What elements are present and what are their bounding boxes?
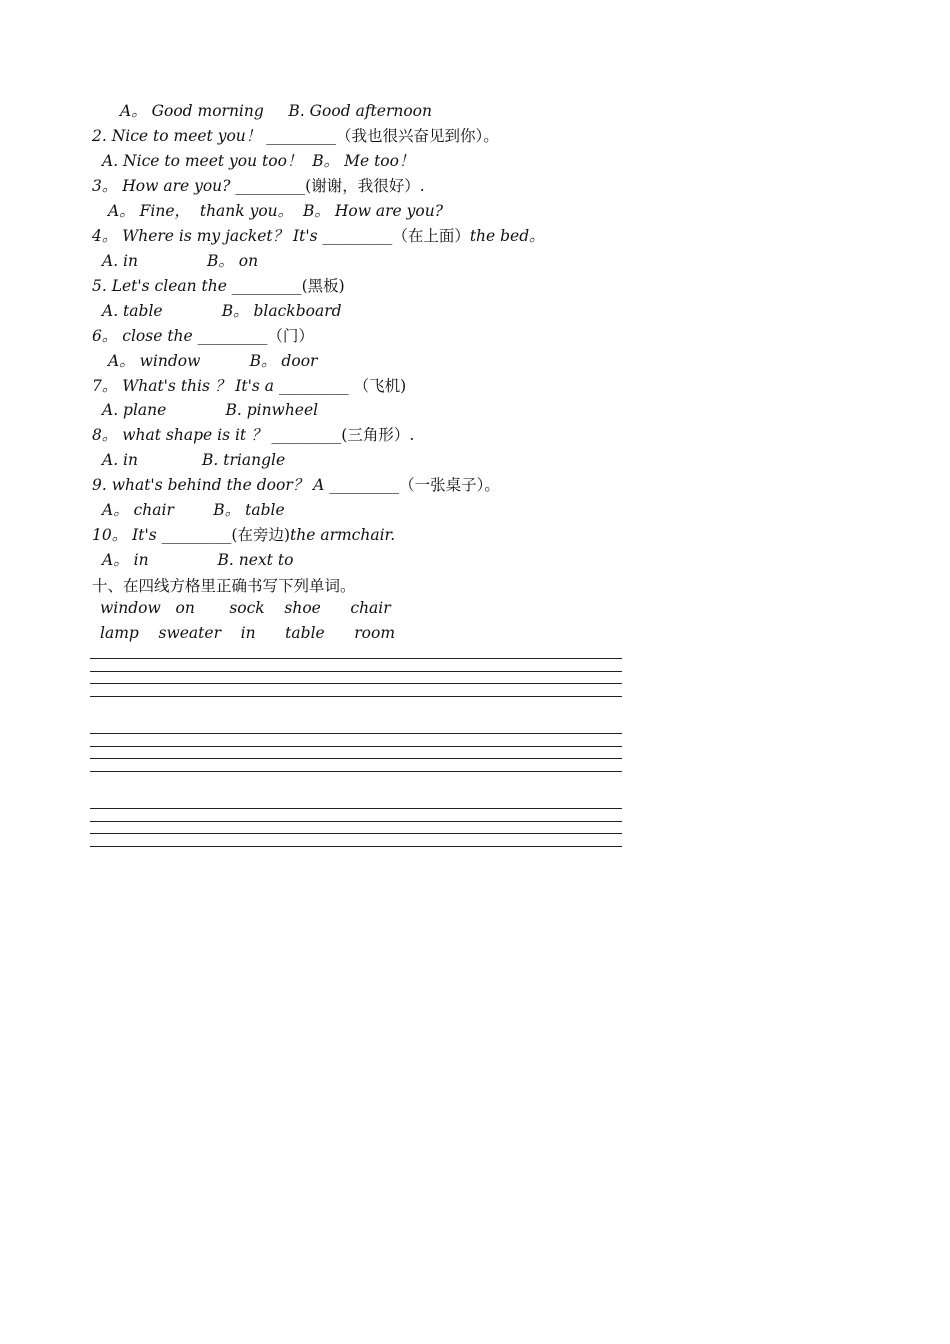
english-text: 5. Let's clean the _________ bbox=[92, 277, 302, 295]
grid-rule-line bbox=[90, 671, 622, 672]
english-text: 8。 what shape is it ？ _________ bbox=[92, 426, 342, 444]
english-text: 6。 close the _________ bbox=[92, 327, 268, 345]
text-line bbox=[92, 226, 545, 246]
chinese-text: (在旁边) bbox=[231, 526, 291, 544]
english-text: lamp sweater in table room bbox=[100, 624, 396, 642]
english-text: A. table B。 blackboard bbox=[102, 302, 342, 320]
text-line bbox=[100, 623, 395, 643]
text-line bbox=[120, 101, 432, 121]
text-line bbox=[108, 351, 317, 371]
english-text: 7。 What's this ？ It's a _________ bbox=[92, 377, 354, 395]
chinese-text: （一张桌子）。 bbox=[399, 476, 500, 494]
text-line bbox=[92, 475, 500, 495]
grid-rule-line bbox=[90, 658, 622, 659]
grid-rule-line bbox=[90, 821, 622, 822]
four-line-writing-grid bbox=[90, 658, 622, 696]
grid-rule-line bbox=[90, 846, 622, 847]
text-line bbox=[108, 201, 443, 221]
text-line bbox=[102, 251, 258, 271]
text-line bbox=[92, 376, 406, 396]
grid-rule-line bbox=[90, 833, 622, 834]
chinese-text: (黑板) bbox=[301, 277, 345, 295]
english-text: A。 chair B。 table bbox=[102, 501, 285, 519]
text-line bbox=[102, 151, 414, 171]
chinese-text: （门） bbox=[267, 327, 314, 345]
english-text: A. in B。 on bbox=[102, 252, 259, 270]
text-line bbox=[92, 176, 425, 196]
chinese-text: (三角形）. bbox=[341, 426, 415, 444]
chinese-text: （在上面） bbox=[392, 227, 470, 245]
text-line bbox=[92, 276, 345, 296]
text-line bbox=[92, 576, 356, 596]
chinese-text: (谢谢，我很好）. bbox=[305, 177, 425, 195]
english-text: 10。 It's _________ bbox=[92, 526, 232, 544]
text-line bbox=[92, 126, 499, 146]
grid-rule-line bbox=[90, 746, 622, 747]
chinese-text: 十、在四线方格里正确书写下列单词。 bbox=[92, 577, 356, 595]
chinese-text: （飞机) bbox=[353, 377, 407, 395]
english-text: 2. Nice to meet you！ _________ bbox=[92, 127, 336, 145]
text-line bbox=[92, 326, 314, 346]
text-line bbox=[92, 525, 395, 545]
english-text: A. Nice to meet you too！ B。 Me too！ bbox=[102, 152, 415, 170]
english-text: the armchair. bbox=[290, 526, 396, 544]
english-text: A。 Good morning B. Good afternoon bbox=[120, 102, 432, 120]
grid-rule-line bbox=[90, 758, 622, 759]
text-line bbox=[102, 500, 285, 520]
english-text: A。 Fine， thank you。 B。 How are you? bbox=[108, 202, 444, 220]
english-text: 3。 How are you? _________ bbox=[92, 177, 306, 195]
english-text: A。 in B. next to bbox=[102, 551, 294, 569]
text-line bbox=[100, 598, 391, 618]
grid-rule-line bbox=[90, 771, 622, 772]
english-text: 9. what's behind the door？ A _________ bbox=[92, 476, 400, 494]
chinese-text: （我也很兴奋见到你）。 bbox=[335, 127, 499, 145]
english-text: window on sock shoe chair bbox=[100, 599, 391, 617]
text-line bbox=[102, 400, 318, 420]
english-text: 4。 Where is my jacket？ It's _________ bbox=[92, 227, 393, 245]
english-text: A。 window B。 door bbox=[108, 352, 318, 370]
text-line bbox=[92, 425, 414, 445]
english-text: A. in B. triangle bbox=[102, 451, 286, 469]
four-line-writing-grid bbox=[90, 733, 622, 771]
text-line bbox=[102, 301, 342, 321]
text-line bbox=[102, 450, 285, 470]
grid-rule-line bbox=[90, 683, 622, 684]
four-line-writing-grid bbox=[90, 808, 622, 846]
text-line bbox=[102, 550, 293, 570]
grid-rule-line bbox=[90, 733, 622, 734]
grid-rule-line bbox=[90, 696, 622, 697]
grid-rule-line bbox=[90, 808, 622, 809]
english-text: the bed。 bbox=[469, 227, 545, 245]
english-text: A. plane B. pinwheel bbox=[102, 401, 319, 419]
